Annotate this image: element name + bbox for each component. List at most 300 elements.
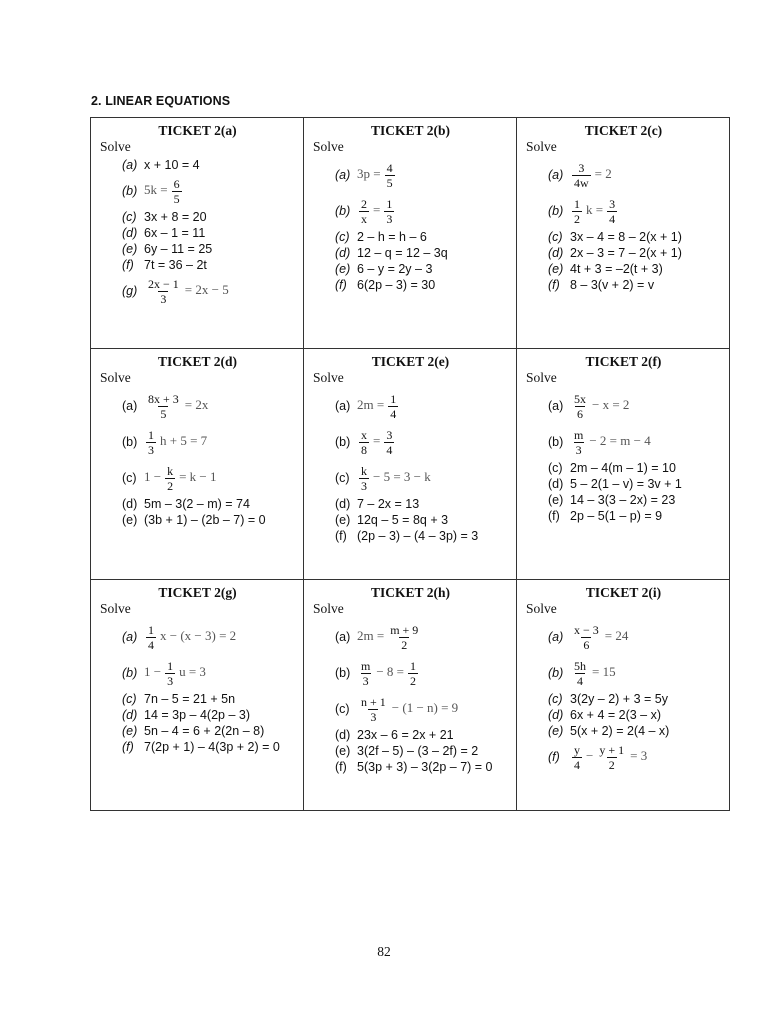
equation-item xyxy=(548,277,721,293)
equation-label: (d) xyxy=(548,477,564,491)
equation-body xyxy=(570,428,651,457)
equation-body xyxy=(357,528,478,544)
equation-item xyxy=(335,512,508,528)
equation-body xyxy=(357,392,400,421)
fraction-numerator: 2x − 1 xyxy=(148,276,179,291)
equation-body xyxy=(570,261,663,277)
fraction xyxy=(384,428,394,457)
equation-body xyxy=(570,743,647,772)
equation-post: = 3 xyxy=(630,747,648,763)
equation-item xyxy=(335,691,508,727)
equation-text: 7(2p + 1) – 4(3p + 2) = 0 xyxy=(144,740,280,754)
equation-post: = 24 xyxy=(604,627,629,643)
fraction xyxy=(146,277,181,306)
equation-label: (b) xyxy=(122,184,138,198)
equation-text: 3x + 8 = 20 xyxy=(144,210,207,224)
equation-label: (e) xyxy=(548,493,564,507)
equation-text: 5(3p + 3) – 3(2p – 7) = 0 xyxy=(357,760,493,774)
equation-text: 14 = 3p – 4(2p – 3) xyxy=(144,708,250,722)
equation-pre: 3p = xyxy=(357,165,381,181)
fraction-denominator: 6 xyxy=(583,637,590,652)
equation-label: (b) xyxy=(548,435,564,449)
equation-body xyxy=(144,707,250,723)
section-title: 2. LINEAR EQUATIONS xyxy=(91,94,231,108)
equation-item xyxy=(122,691,295,707)
equation-text: 7n – 5 = 21 + 5n xyxy=(144,692,236,706)
equation-item xyxy=(548,460,721,476)
equation-text: 5m – 3(2 – m) = 74 xyxy=(144,497,250,511)
equation-item xyxy=(335,245,508,261)
equation-item xyxy=(335,277,508,293)
equation-text: 2p – 5(1 – p) = 9 xyxy=(570,509,663,523)
fraction-numerator: 3 xyxy=(578,160,585,175)
equation-body xyxy=(570,245,682,261)
fraction-denominator: 2 xyxy=(410,673,417,688)
fraction xyxy=(572,428,585,457)
equation-label: (e) xyxy=(548,262,564,276)
equation-pre: 2m = xyxy=(357,396,385,412)
equation-text: 4t + 3 = –2(t + 3) xyxy=(570,262,663,276)
fraction-denominator: 4 xyxy=(577,673,583,688)
ticket-title: TICKET 2(i) xyxy=(585,585,662,600)
solve-label: Solve xyxy=(313,601,344,616)
equation-body xyxy=(570,476,682,492)
fraction-numerator: 1 xyxy=(390,391,397,406)
equation-item xyxy=(122,655,295,691)
equation-body xyxy=(357,229,427,245)
equation-post: h + 5 = 7 xyxy=(160,432,208,448)
equation-item xyxy=(335,727,508,743)
equation-body xyxy=(144,177,184,206)
fraction-denominator: 4 xyxy=(390,406,397,421)
equation-label: (a) xyxy=(335,399,351,413)
solve-label: Solve xyxy=(526,139,557,154)
fraction xyxy=(359,659,372,688)
equation-body xyxy=(357,512,448,528)
equation-item xyxy=(548,157,721,193)
equation-item xyxy=(335,424,508,460)
equation-text: 5(x + 2) = 2(4 – x) xyxy=(570,724,670,738)
fraction-denominator: 4w xyxy=(574,175,589,190)
fraction-denominator: 3 xyxy=(362,673,369,688)
fraction-denominator: 2 xyxy=(608,757,615,772)
fraction-denominator: 6 xyxy=(577,406,583,421)
equation-mid: = xyxy=(373,432,381,448)
fraction xyxy=(572,197,582,226)
equation-body xyxy=(570,197,619,226)
equation-item xyxy=(122,173,295,209)
equation-item xyxy=(335,743,508,759)
ticket-cell xyxy=(517,349,730,580)
ticket-row xyxy=(91,349,730,580)
equation-body xyxy=(357,428,396,457)
fraction-denominator: 2 xyxy=(574,211,580,226)
solve-label: Solve xyxy=(526,370,557,385)
equation-label: (a) xyxy=(122,399,138,413)
equation-text: 3(2f – 5) – (3 – 2f) = 2 xyxy=(357,744,479,758)
equation-label: (d) xyxy=(548,708,564,722)
equation-body xyxy=(357,743,478,759)
equation-label: (c) xyxy=(122,471,137,485)
equation-body xyxy=(570,492,675,508)
equation-list xyxy=(548,388,721,524)
fraction-denominator: 3 xyxy=(575,442,582,457)
equation-body xyxy=(144,739,280,755)
fraction-numerator: 1 xyxy=(167,658,174,673)
equation-text: 6x + 4 = 2(3 – x) xyxy=(570,708,662,722)
fraction xyxy=(385,161,395,190)
equation-body xyxy=(570,392,629,421)
equation-body xyxy=(570,659,616,688)
equation-label: (b) xyxy=(548,666,564,680)
equation-text: 3(2y – 2) + 3 = 5y xyxy=(570,692,668,706)
fraction-denominator: 8 xyxy=(361,442,367,457)
fraction xyxy=(572,623,601,652)
equation-label: (g) xyxy=(122,284,138,298)
equation-item xyxy=(335,528,508,544)
equation-body xyxy=(570,161,612,190)
ticket-title: TICKET 2(e) xyxy=(371,354,450,369)
equation-body xyxy=(570,508,662,524)
equation-item xyxy=(335,619,508,655)
equation-mid: = xyxy=(373,201,381,217)
solve-label: Solve xyxy=(100,139,131,154)
equation-mid: k = xyxy=(586,201,604,217)
fraction-numerator: 5h xyxy=(574,658,586,673)
equation-label: (e) xyxy=(548,724,564,738)
equation-post: = 2x − 5 xyxy=(184,281,229,297)
fraction xyxy=(408,659,418,688)
fraction-denominator: 4 xyxy=(148,637,154,652)
equation-label: (e) xyxy=(122,724,138,738)
fraction-numerator: m xyxy=(574,427,584,442)
equation-text: (2p – 3) – (4 – 3p) = 3 xyxy=(357,529,479,543)
equation-body xyxy=(570,229,682,245)
equation-label: (d) xyxy=(335,246,351,260)
equation-text: 2m – 4(m – 1) = 10 xyxy=(570,461,676,475)
equation-label: (e) xyxy=(122,513,138,527)
ticket-title: TICKET 2(c) xyxy=(584,123,663,138)
equation-list xyxy=(122,157,295,309)
equation-label: (a) xyxy=(548,168,564,182)
equation-label: (d) xyxy=(122,226,138,240)
equation-pre: 2m = xyxy=(357,627,385,643)
fraction-numerator: 1 xyxy=(410,658,417,673)
equation-label: (d) xyxy=(548,246,564,260)
equation-text: 12 – q = 12 – 3q xyxy=(357,246,448,260)
equation-label: (f) xyxy=(335,529,347,543)
equation-body xyxy=(144,428,207,457)
page-number: 82 xyxy=(377,944,391,959)
equation-body xyxy=(357,659,420,688)
equation-item xyxy=(122,388,295,424)
equation-label: (c) xyxy=(548,692,563,706)
fraction xyxy=(388,623,420,652)
equation-item xyxy=(122,739,295,755)
fraction xyxy=(359,197,369,226)
equation-item xyxy=(335,496,508,512)
equation-item xyxy=(335,229,508,245)
equation-body xyxy=(357,261,432,277)
equation-item xyxy=(122,257,295,273)
equation-body xyxy=(570,277,654,293)
fraction xyxy=(146,392,181,421)
fraction-numerator: x xyxy=(361,427,367,442)
equation-label: (b) xyxy=(335,435,351,449)
equation-label: (b) xyxy=(122,666,138,680)
equation-text: 6 – y = 2y – 3 xyxy=(357,262,433,276)
ticket-cell xyxy=(91,349,304,580)
ticket-cell xyxy=(91,580,304,811)
fraction-numerator: 3 xyxy=(386,427,393,442)
fraction-denominator: 4 xyxy=(609,211,616,226)
equation-label: (a) xyxy=(548,399,564,413)
equation-mid: − 8 = xyxy=(376,663,405,679)
equation-post: − 5 = 3 − k xyxy=(373,468,431,484)
equation-body xyxy=(570,460,676,476)
equation-item xyxy=(548,424,721,460)
equation-label: (c) xyxy=(122,210,137,224)
fraction-denominator: 2 xyxy=(401,637,408,652)
equation-item xyxy=(335,157,508,193)
equation-label: (b) xyxy=(122,435,138,449)
equation-label: (c) xyxy=(548,230,563,244)
fraction-numerator: 1 xyxy=(148,427,154,442)
equation-body xyxy=(357,727,454,743)
equation-body xyxy=(144,392,208,421)
ticket-cell xyxy=(517,580,730,811)
ticket-row xyxy=(91,580,730,811)
equation-item xyxy=(122,707,295,723)
equation-item xyxy=(122,619,295,655)
equation-text: 23x – 6 = 2x + 21 xyxy=(357,728,454,742)
equation-item xyxy=(548,619,721,655)
fraction xyxy=(146,428,156,457)
fraction xyxy=(384,197,394,226)
equation-label: (f) xyxy=(335,760,347,774)
fraction-denominator: 3 xyxy=(386,211,393,226)
equation-item xyxy=(548,492,721,508)
equation-post: = 2x xyxy=(184,396,209,412)
equation-label: (f) xyxy=(548,509,560,523)
equation-item xyxy=(122,496,295,512)
ticket-cell xyxy=(91,118,304,349)
fraction-denominator: 5 xyxy=(160,406,167,421)
equation-label: (a) xyxy=(122,630,138,644)
equation-body xyxy=(570,707,661,723)
equation-body xyxy=(144,496,250,512)
equation-list xyxy=(335,388,508,544)
equation-body xyxy=(144,225,205,241)
solve-label: Solve xyxy=(526,601,557,616)
equation-body xyxy=(144,623,236,652)
fraction xyxy=(165,659,175,688)
ticket-cell xyxy=(304,349,517,580)
equation-list xyxy=(122,619,295,755)
equation-post: = k − 1 xyxy=(179,468,217,484)
equation-label: (f) xyxy=(335,278,347,292)
fraction xyxy=(165,464,175,493)
fraction-numerator: 2 xyxy=(361,196,367,211)
equation-body xyxy=(144,691,235,707)
ticket-row xyxy=(91,118,730,349)
equation-body xyxy=(144,659,206,688)
equation-item xyxy=(122,424,295,460)
equation-post: x − (x − 3) = 2 xyxy=(160,627,237,643)
equation-item xyxy=(548,508,721,524)
equation-label: (f) xyxy=(122,740,134,754)
equation-post: u = 3 xyxy=(179,663,206,679)
equation-label: (b) xyxy=(335,666,351,680)
fraction-denominator: 3 xyxy=(370,709,377,724)
equation-body xyxy=(144,277,229,306)
fraction xyxy=(359,695,388,724)
fraction-denominator: 3 xyxy=(167,673,174,688)
equation-label: (a) xyxy=(548,630,564,644)
fraction-denominator: 4 xyxy=(386,442,393,457)
equation-body xyxy=(357,496,419,512)
equation-body xyxy=(570,691,668,707)
fraction xyxy=(172,177,182,206)
fraction-numerator: y + 1 xyxy=(599,742,625,757)
solve-label: Solve xyxy=(100,370,131,385)
tickets-table xyxy=(90,117,730,811)
equation-label: (d) xyxy=(122,497,138,511)
equation-label: (c) xyxy=(335,702,350,716)
equation-text: 5 – 2(1 – v) = 3v + 1 xyxy=(570,477,682,491)
equation-text: 6x – 1 = 11 xyxy=(144,226,206,240)
equation-list xyxy=(335,157,508,293)
equation-text: (3b + 1) – (2b – 7) = 0 xyxy=(144,513,266,527)
equation-item xyxy=(122,209,295,225)
fraction xyxy=(597,743,626,772)
equation-item xyxy=(122,273,295,309)
equation-post: − x = 2 xyxy=(592,396,630,412)
equation-item xyxy=(548,739,721,775)
fraction-numerator: n + 1 xyxy=(361,694,386,709)
fraction-numerator: 1 xyxy=(574,196,580,211)
equation-post: − 2 = m − 4 xyxy=(589,432,651,448)
equation-body xyxy=(357,161,397,190)
fraction-denominator: 4 xyxy=(574,757,580,772)
equation-item xyxy=(548,691,721,707)
equation-post: = 15 xyxy=(592,663,616,679)
equation-pre: 1 − xyxy=(144,663,162,679)
equation-body xyxy=(357,464,431,493)
equation-label: (a) xyxy=(335,630,351,644)
equation-label: (c) xyxy=(335,471,350,485)
equation-body xyxy=(357,623,422,652)
equation-list xyxy=(335,619,508,775)
equation-text: 12q – 5 = 8q + 3 xyxy=(357,513,449,527)
fraction xyxy=(146,623,156,652)
equation-item xyxy=(335,261,508,277)
equation-text: 5n – 4 = 6 + 2(2n – 8) xyxy=(144,724,265,738)
equation-item xyxy=(122,157,295,173)
equation-body xyxy=(144,512,266,528)
equation-text: 7 – 2x = 13 xyxy=(357,497,420,511)
equation-item xyxy=(122,512,295,528)
equation-body xyxy=(144,209,207,225)
equation-label: (a) xyxy=(335,168,351,182)
equation-text: 2 – h = h – 6 xyxy=(357,230,427,244)
equation-label: (d) xyxy=(122,708,138,722)
fraction-numerator: 3 xyxy=(609,196,616,211)
equation-body xyxy=(357,695,458,724)
ticket-title: TICKET 2(a) xyxy=(158,123,237,138)
fraction-numerator: 1 xyxy=(386,196,393,211)
equation-item xyxy=(122,225,295,241)
equation-label: (f) xyxy=(122,258,134,272)
ticket-title: TICKET 2(f) xyxy=(585,354,662,369)
equation-body xyxy=(144,157,200,173)
equation-text: 14 – 3(3 – 2x) = 23 xyxy=(570,493,676,507)
equation-label: (b) xyxy=(548,204,564,218)
fraction-numerator: x − 3 xyxy=(574,622,599,637)
ticket-title: TICKET 2(g) xyxy=(158,585,237,600)
equation-body xyxy=(357,245,448,261)
equation-mid: − xyxy=(586,747,594,763)
equation-label: (e) xyxy=(335,513,351,527)
equation-body xyxy=(144,723,264,739)
equation-list xyxy=(122,388,295,528)
equation-text: x + 10 = 4 xyxy=(144,158,200,172)
equation-post: − (1 − n) = 9 xyxy=(391,699,459,715)
fraction xyxy=(572,743,582,772)
equation-item xyxy=(548,229,721,245)
equation-body xyxy=(357,277,435,293)
fraction xyxy=(607,197,617,226)
fraction-denominator: 5 xyxy=(173,191,180,206)
equation-list xyxy=(548,619,721,775)
equation-item xyxy=(122,723,295,739)
equation-body xyxy=(570,723,669,739)
ticket-title: TICKET 2(d) xyxy=(158,354,237,369)
ticket-cell xyxy=(304,118,517,349)
equation-label: (e) xyxy=(122,242,138,256)
equation-list xyxy=(548,157,721,293)
equation-item xyxy=(122,460,295,496)
equation-item xyxy=(335,759,508,775)
equation-item xyxy=(548,476,721,492)
equation-item xyxy=(335,460,508,496)
ticket-title: TICKET 2(b) xyxy=(371,123,450,138)
ticket-cell xyxy=(517,118,730,349)
fraction-numerator: k xyxy=(361,463,367,478)
equation-body xyxy=(144,241,212,257)
fraction-numerator: k xyxy=(167,463,174,478)
equation-text: 6(2p – 3) = 30 xyxy=(357,278,436,292)
equation-label: (e) xyxy=(335,744,351,758)
equation-body xyxy=(144,257,207,273)
equation-label: (f) xyxy=(548,278,560,292)
equation-item xyxy=(548,245,721,261)
equation-body xyxy=(570,623,628,652)
fraction xyxy=(388,392,398,421)
fraction xyxy=(572,659,588,688)
ticket-cell xyxy=(304,580,517,811)
equation-body xyxy=(144,464,217,493)
fraction xyxy=(572,392,588,421)
solve-label: Solve xyxy=(313,139,344,154)
equation-label: (d) xyxy=(335,497,351,511)
fraction-denominator: 5 xyxy=(386,175,393,190)
equation-body xyxy=(357,197,396,226)
fraction xyxy=(359,464,369,493)
equation-item xyxy=(335,388,508,424)
equation-label: (a) xyxy=(122,158,138,172)
equation-label: (e) xyxy=(335,262,351,276)
